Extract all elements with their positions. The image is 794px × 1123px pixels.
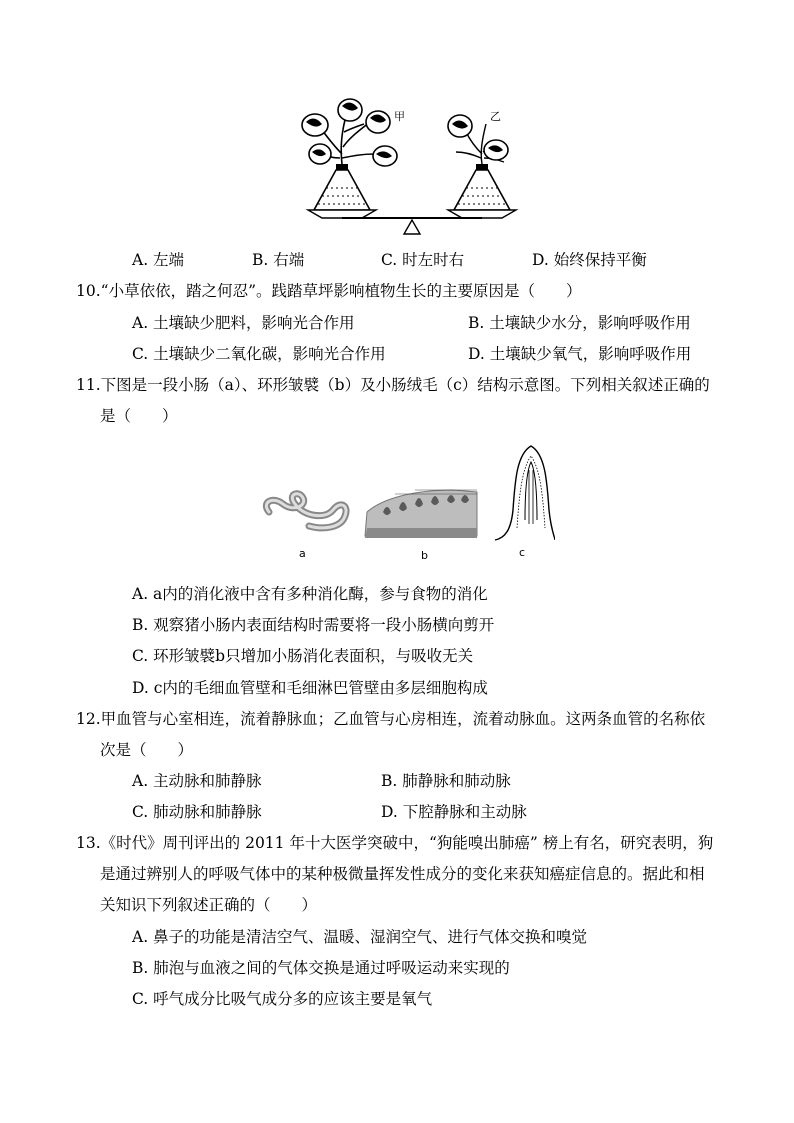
fig-label-a: a xyxy=(299,547,306,560)
q12-option-c: C. 肺动脉和肺静脉 xyxy=(132,803,262,821)
q11-option-d: D. c内的毛细血管壁和毛细淋巴管壁由多层细胞构成 xyxy=(132,679,488,697)
q13-option-c: C. 呼气成分比吸气成分多的应该主要是氧气 xyxy=(132,990,433,1008)
q12-option-a: A. 主动脉和肺静脉 xyxy=(132,772,262,790)
balance-figure xyxy=(290,92,530,242)
q10-option-d: D. 土壤缺少氧气，影响呼吸作用 xyxy=(468,345,692,363)
q12-option-d: D. 下腔静脉和主动脉 xyxy=(381,803,527,821)
q13-stem-line3: 关知识下列叙述正确的（ ） xyxy=(100,896,318,914)
label-yi: 乙 xyxy=(490,110,501,123)
q13-stem-line1: 13.《时代》周刊评出的 2011 年十大医学突破中，“狗能嗅出肺癌” 榜上有名，研究表明，狗 xyxy=(76,834,714,852)
q9-option-b: B. 右端 xyxy=(252,251,305,269)
q10-option-c: C. 土壤缺少二氧化碳，影响光合作用 xyxy=(132,345,386,363)
q10-option-b: B. 土壤缺少水分，影响呼吸作用 xyxy=(468,314,691,332)
q13-stem-line2: 是通过辨别人的呼吸气体中的某种极微量挥发性成分的变化来获知癌症信息的。据此和相 xyxy=(100,865,705,883)
q10-stem: 10.“小草依依，踏之何忍”。践踏草坪影响植物生长的主要原因是（ ） xyxy=(76,282,582,300)
q11-stem-line2: 是（ ） xyxy=(100,407,178,425)
q13-option-a: A. 鼻子的功能是清洁空气、温暖、湿润空气、进行气体交换和嗅觉 xyxy=(132,928,588,946)
q12-stem-line1: 12.甲血管与心室相连，流着静脉血；乙血管与心房相连，流着动脉血。这两条血管的名称依 xyxy=(76,710,706,728)
q13-option-b: B. 肺泡与血液之间的气体交换是通过呼吸运动来实现的 xyxy=(132,959,510,977)
q12-stem-line2: 次是（ ） xyxy=(100,741,194,759)
q9-option-c: C. 时左时右 xyxy=(381,251,465,269)
q9-option-a: A. 左端 xyxy=(132,251,185,269)
fig-label-b: b xyxy=(421,549,428,562)
q11-stem-line1: 11.下图是一段小肠（a）、环形皱襞（b）及小肠绒毛（c）结构示意图。下列相关叙述正确的 xyxy=(76,376,710,394)
q9-option-d: D. 始终保持平衡 xyxy=(532,251,647,269)
fig-label-c: c xyxy=(519,546,526,559)
q10-option-a: A. 土壤缺少肥料，影响光合作用 xyxy=(132,314,355,332)
small-intestine-figure xyxy=(255,440,555,565)
q11-option-c: C. 环形皱襞b只增加小肠消化表面积，与吸收无关 xyxy=(132,647,474,665)
q11-option-b: B. 观察猪小肠内表面结构时需要将一段小肠横向剪开 xyxy=(132,616,495,634)
label-jia: 甲 xyxy=(394,110,405,123)
q12-option-b: B. 肺静脉和肺动脉 xyxy=(381,772,511,790)
q11-option-a: A. a内的消化液中含有多种消化酶，参与食物的消化 xyxy=(132,585,488,603)
